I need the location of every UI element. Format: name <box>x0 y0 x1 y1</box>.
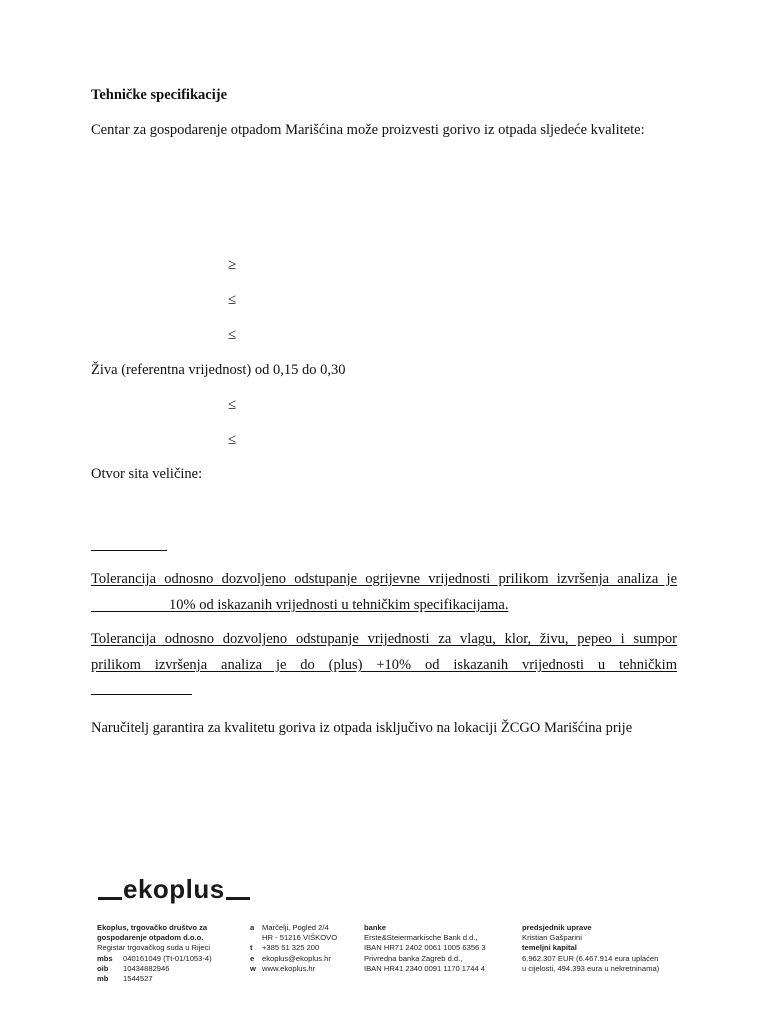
symbol-gte: ≥ <box>228 257 237 273</box>
company-info: Ekoplus, trgovačko društvo za gospodarenje otpadom d.o.o. Registar trgovačkog suda u Rijeci mbs 040161049 (Tt-01/1053-4) oib 10434882946 mb 1544527 <box>97 923 212 984</box>
tolerance-paragraph-2-line-1: Tolerancija odnosno dozvoljeno odstupanje vrijednosti za vlagu, klor, živu, pepeo i sumpor <box>91 631 677 647</box>
logo-bar-icon <box>98 897 122 900</box>
tolerance-paragraph-2-line-2: prilikom izvršenja analiza je do (plus) +10% od iskazanih vrijednosti u tehničkim <box>91 657 677 673</box>
underline-rule <box>91 550 167 551</box>
letterhead-footer <box>0 860 768 1024</box>
email-link[interactable]: ekoplus@ekoplus.hr <box>262 953 331 963</box>
symbol-lte: ≤ <box>228 292 237 308</box>
management-info: predsjednik uprave Kristian Gašparini temeljni kapital 6.962.307 EUR (6.467.914 eura uplaćen u cijelosti, 494.393 eura u nekretninama) <box>522 923 660 973</box>
symbol-lte: ≤ <box>228 432 237 448</box>
symbol-lte: ≤ <box>228 327 237 343</box>
underline-rule <box>91 694 192 695</box>
tolerance-1-text: 10% od iskazanih vrijednosti u tehničkim specifikacijama. <box>169 597 509 613</box>
contact-info: a Marčelji, Pogled 2/4 HR - 51216 VIŠKOVO t +385 51 325 200 e ekoplus@ekoplus.hr w www.ekoplus.hr <box>250 923 338 973</box>
logo-bar-icon <box>226 897 250 900</box>
intro-paragraph: Centar za gospodarenje otpadom Marišćina može proizvesti gorivo iz otpada sljedeće kvalitete: <box>91 122 645 138</box>
website-link[interactable]: www.ekoplus.hr <box>262 963 316 973</box>
tolerance-paragraph-1-line-2 <box>91 595 508 615</box>
mercury-line: Živa (referentna vrijednost) od 0,15 do 0,30 <box>91 362 346 378</box>
tolerance-paragraph-1-line-1: Tolerancija odnosno dozvoljeno odstupanje ogrijevne vrijednosti prilikom izvršenja analiza je <box>91 571 677 587</box>
symbol-lte: ≤ <box>228 397 237 413</box>
company-logo: ekoplus <box>97 874 251 905</box>
section-heading: Tehničke specifikacije <box>91 87 228 103</box>
sieve-line: Otvor sita veličine: <box>91 466 203 482</box>
guarantee-paragraph: Naručitelj garantira za kvalitetu goriva iz otpada isključivo na lokaciji ŽCGO Marišćina prije <box>91 720 633 736</box>
bank-info: banke Erste&Steiermarkische Bank d.d., IBAN HR71 2402 0061 1005 6356 3 Privredna banka Zagreb d.d., IBAN HR41 2340 0091 1170 1744 4 <box>364 923 486 973</box>
